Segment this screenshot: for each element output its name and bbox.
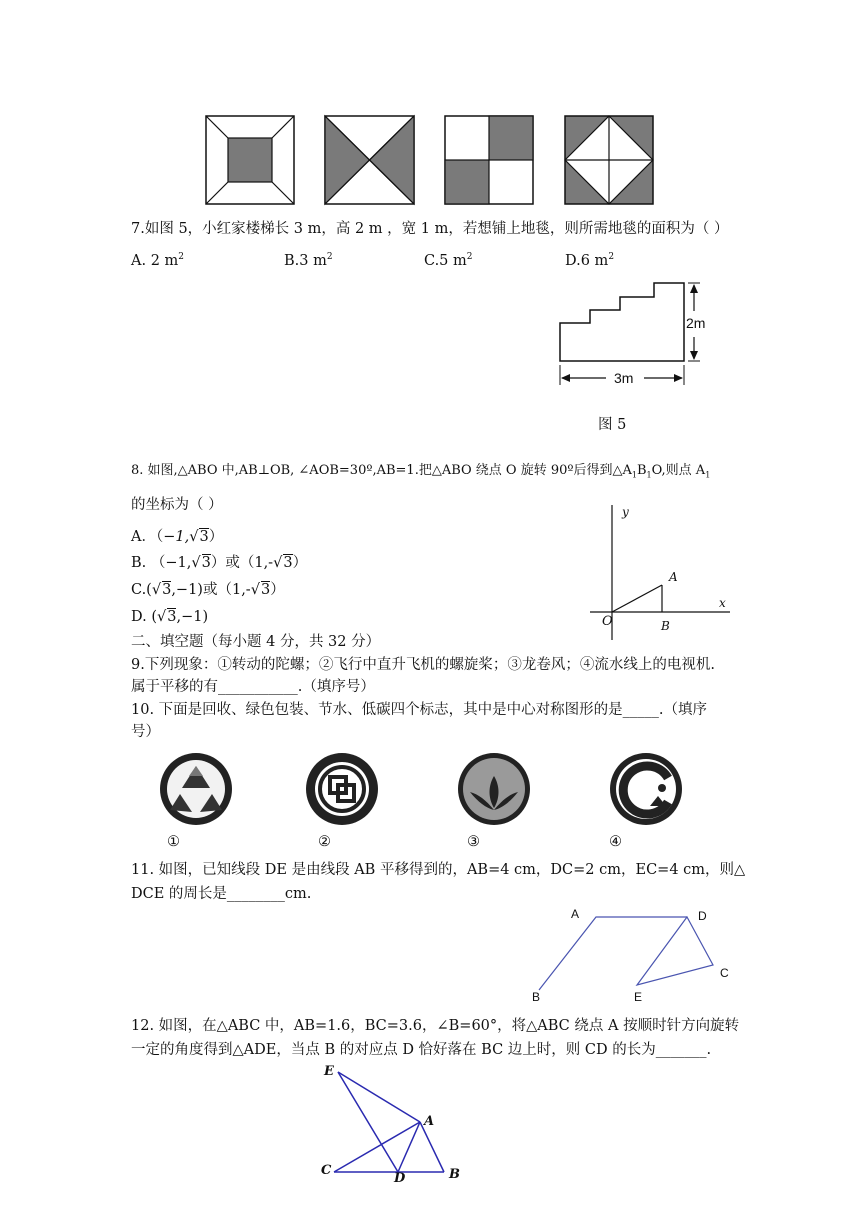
q8-option-a: A．（−1,√3） <box>131 529 224 545</box>
q11-line2: DCE 的周长是________cm. <box>131 886 312 902</box>
rotation-figure <box>320 1062 500 1192</box>
q11-point-d: D <box>698 909 707 923</box>
low-carbon-logo-icon <box>610 753 682 825</box>
square-pattern-2 <box>325 116 414 204</box>
square-pattern-3 <box>445 116 533 204</box>
stair-figure <box>550 275 750 405</box>
q7-option-a: A. 2 $m^2$ <box>131 252 185 269</box>
q9-line2: 属于平移的有___________.（填序号） <box>131 679 375 695</box>
q11-point-a: A <box>571 907 580 921</box>
q11-point-e: E <box>634 990 643 1004</box>
q8-text: 8. 如图,△ABO 中,AB⊥OB, ∠AOB=30º,AB=1.把△ABO 绕点 O 旋转 90º后得到$\triangle A_1B_1O$,则点 $A_1$ <box>131 463 711 480</box>
logo-label-3: ③ <box>467 834 480 850</box>
q7-option-b: B.3 $m^2$ <box>284 252 333 269</box>
q12-point-e: E <box>324 1064 334 1079</box>
figure-5-caption: 图 5 <box>598 417 627 433</box>
q12-line2: 一定的角度得到△ADE，当点 B 的对应点 D 恰好落在 BC 边上时，则 CD 的长为_______. <box>131 1042 712 1058</box>
q12-point-b: B <box>449 1167 460 1182</box>
section-2-title: 二、填空题（每小题 4 分，共 32 分） <box>131 634 381 650</box>
square-patterns-figure <box>0 110 860 210</box>
q12-point-a: A <box>424 1114 435 1129</box>
logo-label-1: ① <box>167 834 180 850</box>
q10-line1: 10. 下面是回收、绿色包装、节水、低碳四个标志，其中是中心对称图形的是_____.（填序 <box>131 702 708 718</box>
q8-option-c: C.(√3,−1)或（1,-√3） <box>131 582 285 598</box>
q11-point-c: C <box>720 966 729 980</box>
q12-point-d: D <box>394 1171 406 1186</box>
packaging-logo-icon <box>306 753 378 825</box>
q8-option-d: D. (√3,−1) <box>131 609 209 625</box>
square-pattern-4 <box>565 116 653 204</box>
stair-width-label: 3m <box>614 370 634 386</box>
q11-point-b: B <box>532 990 541 1004</box>
logo-label-4: ④ <box>609 834 622 850</box>
recycle-logo-icon <box>160 753 232 825</box>
axis-x-label: x <box>719 596 726 610</box>
point-o-label: O <box>602 614 613 629</box>
q9-line1: 9.下列现象：①转动的陀螺；②飞行中直升飞机的螺旋桨；③龙卷风；④流水线上的电视机. <box>131 657 715 673</box>
stair-height-label: 2m <box>686 315 706 331</box>
q8-text-line2: 的坐标为（ ） <box>131 497 223 513</box>
logos-figure <box>0 752 860 832</box>
q7-option-d: D.6 $m^2$ <box>565 252 615 269</box>
q8-option-b: B. （−1,√3）或（1,-√3） <box>131 555 308 571</box>
q11-line1: 11. 如图，已知线段 DE 是由线段 AB 平移得到的，AB=4 cm，DC=2 cm，EC=4 cm，则△ <box>131 862 746 878</box>
square-pattern-1 <box>206 116 294 204</box>
water-saving-logo-icon <box>458 753 530 825</box>
q7-option-c: C.5 $m^2$ <box>424 252 473 269</box>
q12-line1: 12. 如图，在△ABC 中，AB=1.6，BC=3.6，∠B=60°，将△ABC 绕点 A 按顺时针方向旋转 <box>131 1018 740 1034</box>
point-a-label: A <box>669 570 678 584</box>
q12-point-c: C <box>321 1163 332 1178</box>
logo-label-2: ② <box>318 834 331 850</box>
q7-text: 7.如图 5，小红家楼梯长 3 m，高 2 m ，宽 1 m，若想铺上地毯，则所需地毯的面积为（ ） <box>131 221 729 237</box>
point-b-label: B <box>661 619 670 633</box>
q10-line2: 号） <box>131 724 160 740</box>
axis-y-label: y <box>622 505 629 519</box>
